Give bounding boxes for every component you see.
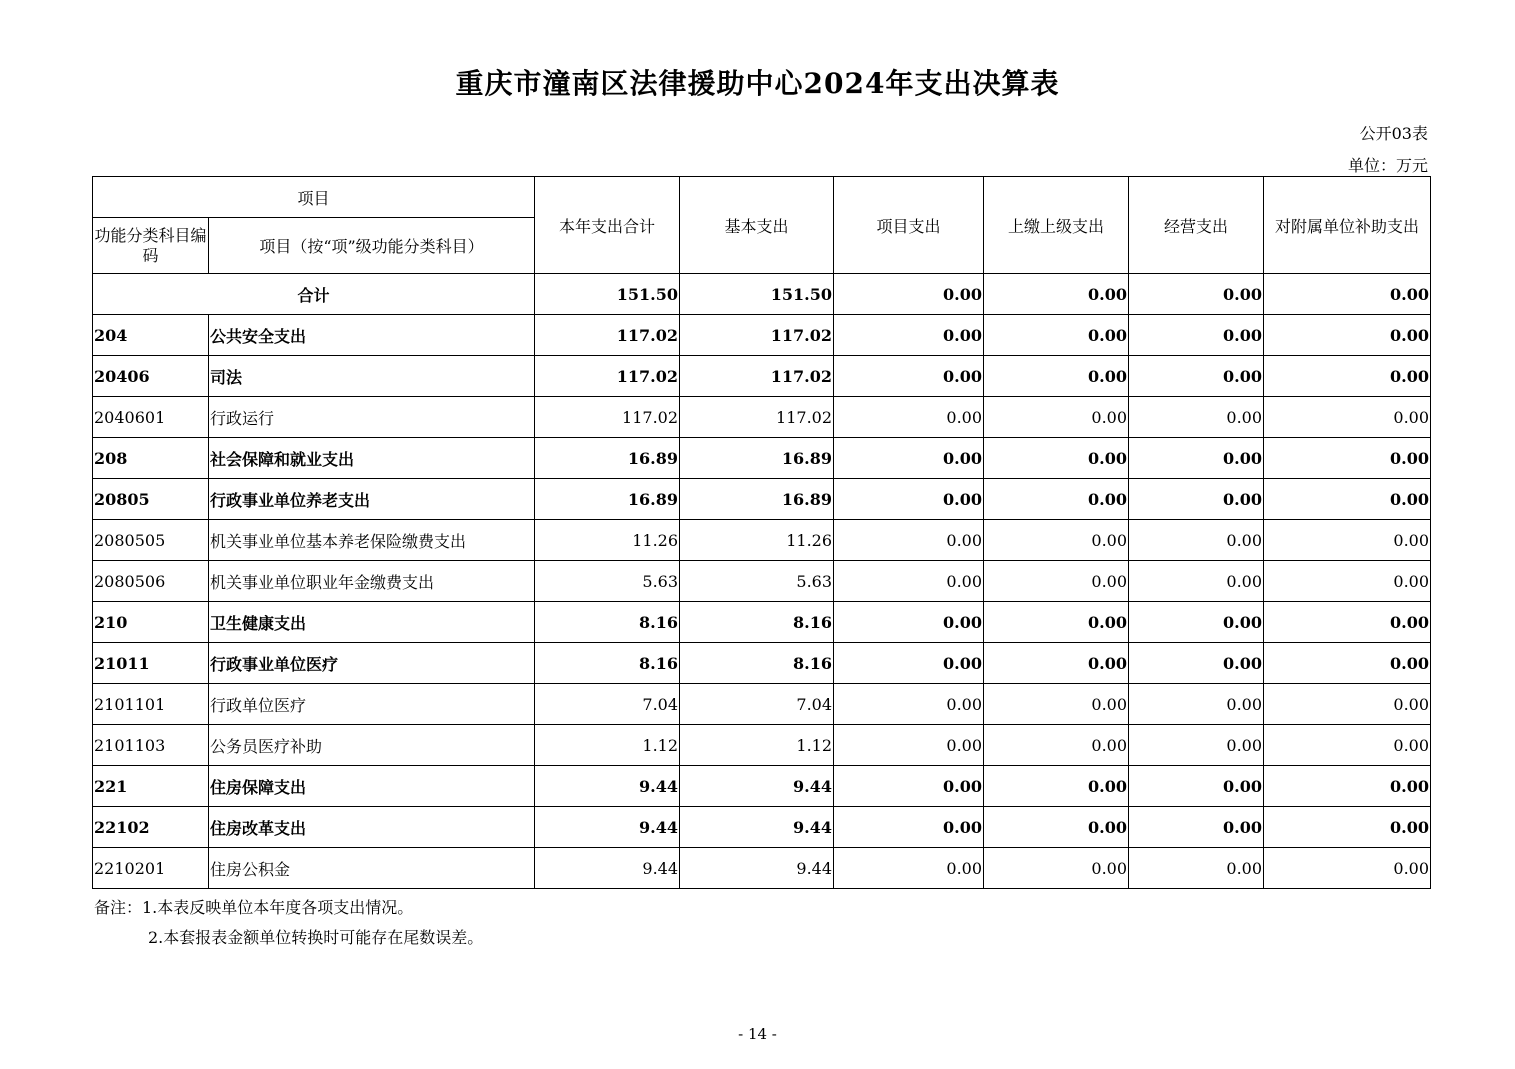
code-cell: 2101103	[93, 725, 209, 766]
name-cell: 住房公积金	[209, 848, 535, 889]
table-row	[93, 848, 1431, 889]
upper-cell: 0.00	[984, 684, 1129, 725]
header-project: 项目	[93, 177, 535, 218]
total-cell: 117.02	[535, 315, 680, 356]
upper-cell: 0.00	[984, 356, 1129, 397]
business-cell: 0.00	[1129, 438, 1264, 479]
code-cell: 210	[93, 602, 209, 643]
total-cell: 16.89	[535, 479, 680, 520]
unit-label: 单位：万元	[1347, 156, 1428, 175]
name-cell: 机关事业单位基本养老保险缴费支出	[209, 520, 535, 561]
basic-cell: 151.50	[680, 274, 834, 315]
table-row	[93, 766, 1431, 807]
code-cell: 2080505	[93, 520, 209, 561]
subsidy-cell: 0.00	[1264, 725, 1431, 766]
business-cell: 0.00	[1129, 684, 1264, 725]
project-cell: 0.00	[834, 438, 984, 479]
upper-cell: 0.00	[984, 561, 1129, 602]
subsidy-cell: 0.00	[1264, 807, 1431, 848]
total-row	[93, 274, 1431, 315]
header-business: 经营支出	[1129, 177, 1264, 274]
code-cell: 2101101	[93, 684, 209, 725]
basic-cell: 8.16	[680, 643, 834, 684]
upper-cell: 0.00	[984, 602, 1129, 643]
subsidy-cell: 0.00	[1264, 397, 1431, 438]
subsidy-cell: 0.00	[1264, 848, 1431, 889]
name-cell: 行政单位医疗	[209, 684, 535, 725]
basic-cell: 5.63	[680, 561, 834, 602]
total-cell: 117.02	[535, 397, 680, 438]
note-1: 备注：1.本表反映单位本年度各项支出情况。	[94, 898, 414, 917]
table-row	[93, 520, 1431, 561]
note-2: 2.本套报表金额单位转换时可能存在尾数误差。	[148, 928, 484, 947]
project-cell: 0.00	[834, 766, 984, 807]
name-cell: 机关事业单位职业年金缴费支出	[209, 561, 535, 602]
total-cell: 8.16	[535, 643, 680, 684]
basic-cell: 117.02	[680, 315, 834, 356]
project-cell: 0.00	[834, 479, 984, 520]
table-row	[93, 397, 1431, 438]
total-cell: 11.26	[535, 520, 680, 561]
header-project-expense: 项目支出	[834, 177, 984, 274]
name-cell: 行政事业单位医疗	[209, 643, 535, 684]
subsidy-cell: 0.00	[1264, 356, 1431, 397]
upper-cell: 0.00	[984, 766, 1129, 807]
code-cell: 22102	[93, 807, 209, 848]
upper-cell: 0.00	[984, 438, 1129, 479]
upper-cell: 0.00	[984, 397, 1129, 438]
project-cell: 0.00	[834, 807, 984, 848]
table-id: 公开03表	[1359, 124, 1428, 143]
name-cell: 住房改革支出	[209, 807, 535, 848]
business-cell: 0.00	[1129, 602, 1264, 643]
business-cell: 0.00	[1129, 725, 1264, 766]
table-row	[93, 725, 1431, 766]
basic-cell: 9.44	[680, 848, 834, 889]
upper-cell: 0.00	[984, 725, 1129, 766]
project-cell: 0.00	[834, 643, 984, 684]
project-cell: 0.00	[834, 725, 984, 766]
business-cell: 0.00	[1129, 397, 1264, 438]
total-label: 合计	[93, 274, 535, 315]
basic-cell: 16.89	[680, 479, 834, 520]
expenditure-table	[92, 176, 1431, 889]
project-cell: 0.00	[834, 684, 984, 725]
upper-cell: 0.00	[984, 479, 1129, 520]
total-cell: 9.44	[535, 766, 680, 807]
basic-cell: 7.04	[680, 684, 834, 725]
table-row	[93, 807, 1431, 848]
project-cell: 0.00	[834, 274, 984, 315]
code-cell: 2210201	[93, 848, 209, 889]
name-cell: 行政事业单位养老支出	[209, 479, 535, 520]
basic-cell: 16.89	[680, 438, 834, 479]
header-total: 本年支出合计	[535, 177, 680, 274]
code-cell: 221	[93, 766, 209, 807]
upper-cell: 0.00	[984, 274, 1129, 315]
header-code: 功能分类科目编码	[93, 218, 209, 274]
subsidy-cell: 0.00	[1264, 561, 1431, 602]
name-cell: 社会保障和就业支出	[209, 438, 535, 479]
table-row	[93, 643, 1431, 684]
total-cell: 8.16	[535, 602, 680, 643]
subsidy-cell: 0.00	[1264, 684, 1431, 725]
business-cell: 0.00	[1129, 561, 1264, 602]
subsidy-cell: 0.00	[1264, 766, 1431, 807]
subsidy-cell: 0.00	[1264, 315, 1431, 356]
total-cell: 16.89	[535, 438, 680, 479]
name-cell: 住房保障支出	[209, 766, 535, 807]
header-basic: 基本支出	[680, 177, 834, 274]
upper-cell: 0.00	[984, 848, 1129, 889]
subsidy-cell: 0.00	[1264, 520, 1431, 561]
business-cell: 0.00	[1129, 766, 1264, 807]
upper-cell: 0.00	[984, 315, 1129, 356]
subsidy-cell: 0.00	[1264, 602, 1431, 643]
project-cell: 0.00	[834, 602, 984, 643]
project-cell: 0.00	[834, 520, 984, 561]
project-cell: 0.00	[834, 356, 984, 397]
total-cell: 9.44	[535, 848, 680, 889]
upper-cell: 0.00	[984, 520, 1129, 561]
business-cell: 0.00	[1129, 520, 1264, 561]
table-row	[93, 356, 1431, 397]
basic-cell: 1.12	[680, 725, 834, 766]
business-cell: 0.00	[1129, 848, 1264, 889]
name-cell: 公共安全支出	[209, 315, 535, 356]
total-cell: 1.12	[535, 725, 680, 766]
total-cell: 5.63	[535, 561, 680, 602]
subsidy-cell: 0.00	[1264, 438, 1431, 479]
name-cell: 公务员医疗补助	[209, 725, 535, 766]
subsidy-cell: 0.00	[1264, 479, 1431, 520]
page-number: - 14 -	[738, 1025, 777, 1043]
upper-cell: 0.00	[984, 807, 1129, 848]
code-cell: 21011	[93, 643, 209, 684]
table-row	[93, 602, 1431, 643]
table-row	[93, 438, 1431, 479]
table-row	[93, 315, 1431, 356]
basic-cell: 9.44	[680, 766, 834, 807]
business-cell: 0.00	[1129, 643, 1264, 684]
code-cell: 20406	[93, 356, 209, 397]
subsidy-cell: 0.00	[1264, 274, 1431, 315]
business-cell: 0.00	[1129, 807, 1264, 848]
basic-cell: 117.02	[680, 397, 834, 438]
basic-cell: 9.44	[680, 807, 834, 848]
project-cell: 0.00	[834, 397, 984, 438]
project-cell: 0.00	[834, 561, 984, 602]
name-cell: 司法	[209, 356, 535, 397]
name-cell: 卫生健康支出	[209, 602, 535, 643]
business-cell: 0.00	[1129, 479, 1264, 520]
basic-cell: 117.02	[680, 356, 834, 397]
subsidy-cell: 0.00	[1264, 643, 1431, 684]
business-cell: 0.00	[1129, 356, 1264, 397]
code-cell: 204	[93, 315, 209, 356]
page-title: 重庆市潼南区法律援助中心2024年支出决算表	[455, 67, 1060, 100]
code-cell: 2080506	[93, 561, 209, 602]
total-cell: 7.04	[535, 684, 680, 725]
total-cell: 117.02	[535, 356, 680, 397]
header-upper: 上缴上级支出	[984, 177, 1129, 274]
basic-cell: 11.26	[680, 520, 834, 561]
header-subsidy: 对附属单位补助支出	[1264, 177, 1431, 274]
table-row	[93, 561, 1431, 602]
upper-cell: 0.00	[984, 643, 1129, 684]
code-cell: 208	[93, 438, 209, 479]
basic-cell: 8.16	[680, 602, 834, 643]
project-cell: 0.00	[834, 848, 984, 889]
total-cell: 151.50	[535, 274, 680, 315]
code-cell: 20805	[93, 479, 209, 520]
total-cell: 9.44	[535, 807, 680, 848]
business-cell: 0.00	[1129, 315, 1264, 356]
code-cell: 2040601	[93, 397, 209, 438]
business-cell: 0.00	[1129, 274, 1264, 315]
header-name: 项目（按“项”级功能分类科目）	[209, 218, 535, 274]
notes	[94, 893, 483, 953]
name-cell: 行政运行	[209, 397, 535, 438]
project-cell: 0.00	[834, 315, 984, 356]
table-row	[93, 479, 1431, 520]
table-row	[93, 684, 1431, 725]
